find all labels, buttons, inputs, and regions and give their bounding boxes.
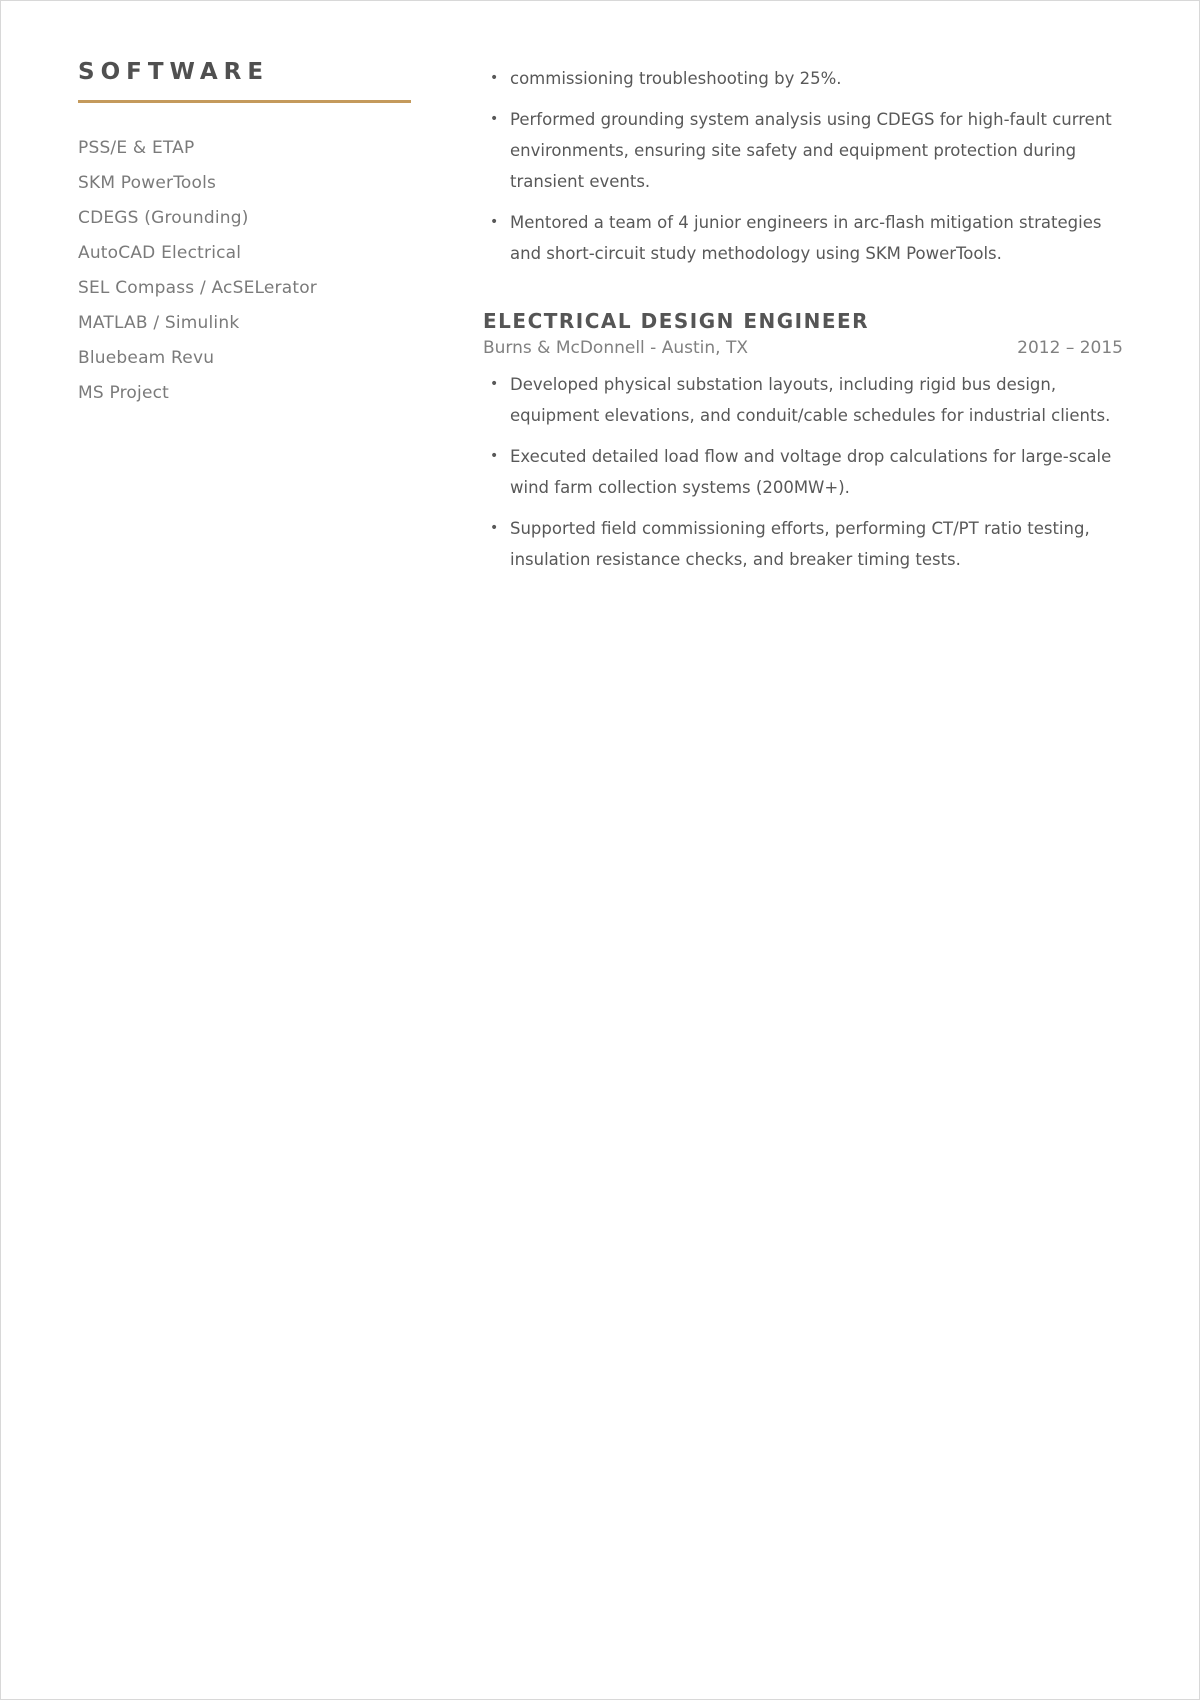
bullet-text: Mentored a team of 4 junior engineers in arc-flash mitigation strategies and short-circuit study methodology using SKM PowerTools. — [510, 213, 1102, 263]
bullet-dot-icon: • — [490, 214, 499, 230]
software-item: SKM PowerTools — [78, 173, 217, 193]
continued-bullet-list — [483, 63, 1123, 269]
software-item: Bluebeam Revu — [78, 348, 215, 368]
bullet-dot-icon: • — [490, 70, 499, 86]
software-list — [78, 131, 412, 411]
bullet-dot-icon: • — [490, 111, 499, 127]
software-item: AutoCAD Electrical — [78, 243, 242, 263]
bullet-text: Executed detailed load flow and voltage drop calculations for large-scale wind farm collection systems (200MW+). — [510, 447, 1112, 497]
software-item: PSS/E & ETAP — [78, 138, 195, 158]
bullet-text: Developed physical substation layouts, including rigid bus design, equipment elevations, and conduit/cable schedules for industrial clients. — [510, 375, 1111, 425]
bullet-dot-icon: • — [490, 520, 499, 536]
bullet-item — [483, 513, 1123, 575]
bullet-item — [483, 441, 1123, 503]
bullet-item — [483, 63, 1123, 94]
bullet-text: Supported field commissioning efforts, performing CT/PT ratio testing, insulation resistance checks, and breaker timing tests. — [510, 519, 1090, 569]
job-bullet-list — [483, 369, 1123, 575]
software-item: SEL Compass / AcSELerator — [78, 278, 317, 298]
left-column — [78, 57, 412, 411]
software-item: MATLAB / Simulink — [78, 313, 240, 333]
job-dates: 2012 – 2015 — [1017, 338, 1123, 358]
software-item: CDEGS (Grounding) — [78, 208, 249, 228]
bullet-text: Performed grounding system analysis using CDEGS for high-fault current environments, ensuring site safety and equipment protection during transient events. — [510, 110, 1112, 191]
bullet-dot-icon: • — [490, 376, 499, 392]
bullet-text: commissioning troubleshooting by 25%. — [510, 69, 842, 88]
right-column — [483, 63, 1123, 585]
section-divider — [78, 100, 411, 103]
job-company: Burns & McDonnell - Austin, TX — [483, 338, 748, 358]
software-section-title: SOFTWARE — [78, 59, 270, 85]
bullet-item — [483, 104, 1123, 197]
bullet-item — [483, 369, 1123, 431]
bullet-dot-icon: • — [490, 448, 499, 464]
bullet-item — [483, 207, 1123, 269]
job-meta — [483, 335, 1123, 361]
software-item: MS Project — [78, 383, 170, 403]
job-title: ELECTRICAL DESIGN ENGINEER — [483, 309, 870, 333]
